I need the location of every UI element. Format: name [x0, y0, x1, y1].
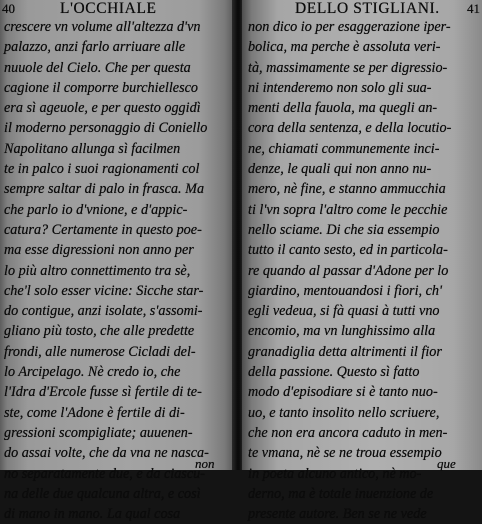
- text-line: nuuole del Cielo. Che per questa: [4, 59, 191, 76]
- text-line: catura? Certamente in questo poe-: [4, 221, 202, 238]
- text-line: granadiglia detta altrimenti il fior: [248, 343, 442, 360]
- text-line: no separatamente due, e da ciascu-: [4, 465, 205, 482]
- text-line: denze, le quali qui non anno nu-: [248, 161, 432, 178]
- text-line: derno, ma è totale inuenzione de: [248, 485, 434, 502]
- text-line: ma esse digressioni non anno per: [4, 242, 194, 259]
- text-line: il moderno personaggio di Coniello: [4, 120, 208, 137]
- text-line: ni intenderemo non solo gli sua-: [248, 79, 432, 96]
- text-line: che'l solo esser vicine: Sicche star-: [4, 282, 204, 299]
- text-line: l'Idra d'Ercole fusse sì fertile di te-: [4, 384, 202, 401]
- text-line: te in palco i suoi ragionamenti col: [4, 161, 200, 178]
- text-line: sempre saltar di palo in frasca. Ma: [4, 181, 205, 198]
- text-line: Napolitano allunga sì facilmen: [4, 140, 181, 157]
- text-line: presente autore. Ben se ne vede: [248, 506, 427, 523]
- left-body-text: [4, 17, 230, 524]
- text-line: era sì ageuole, e per questo oggidì: [4, 100, 201, 117]
- text-line: te vmana, nè se ne troua essempio: [248, 445, 442, 462]
- text-line: nello sciame. Di che sia essempio: [248, 221, 440, 238]
- text-line: modo d'episodiare si è tanto nuo-: [248, 384, 438, 401]
- text-line: tà, massimamente se per digressio-: [248, 59, 448, 76]
- right-catchword: que: [437, 456, 456, 471]
- left-catchword: non: [195, 456, 215, 471]
- right-page: [242, 0, 482, 523]
- text-line: menti della fauola, ma quegli an-: [248, 100, 438, 117]
- text-line: uo, e tanto insolito nello scriuere,: [248, 404, 440, 421]
- text-line: in poeta alcuno antico, nè mo-: [248, 465, 422, 482]
- text-line: lo più altro connettimento tra sè,: [4, 262, 191, 279]
- left-page-number: 40: [2, 1, 15, 16]
- text-line: lo Arcipelago. Nè credo io, che: [4, 364, 181, 381]
- text-line: di mano in mano. La qual cosa: [4, 506, 181, 523]
- text-line: cagione il comporre burchiellesco: [4, 79, 198, 96]
- text-line: bolica, ma perche è assoluta veri-: [248, 39, 441, 56]
- text-line: ste, come l'Adone è fertile di di-: [4, 404, 185, 421]
- text-line: frondi, alle numerose Cicladi del-: [4, 343, 196, 360]
- text-line: gressioni scompigliate; auuenen-: [4, 424, 193, 441]
- text-line: che non era ancora caduto in men-: [248, 424, 448, 441]
- right-running-title: DELLO STIGLIANI.: [295, 0, 440, 17]
- text-line: giardino, mentouandosi i fiori, ch': [248, 282, 443, 299]
- text-line: ti l'vn sopra l'altro come le pecchie: [248, 201, 448, 218]
- text-line: do assai volte, che da vna ne nasca-: [4, 445, 209, 462]
- text-line: tutto il canto sesto, ed in particola-: [248, 242, 448, 259]
- text-line: palazzo, anzi farlo arriuare alle: [4, 39, 186, 56]
- left-running-title: L'OCCHIALE: [60, 0, 157, 17]
- text-line: non dico io per esaggerazione iper-: [248, 19, 451, 35]
- text-line: crescere vn volume all'altezza d'vn: [4, 19, 201, 35]
- text-line: ne, chiamati communemente inci-: [248, 140, 440, 157]
- left-page: [0, 0, 234, 523]
- text-line: gliano più tosto, che alle predette: [4, 323, 195, 340]
- text-line: na delle due qualcuna altra, e così: [4, 485, 201, 502]
- text-line: della passione. Questo sì fatto: [248, 364, 420, 381]
- text-line: cora della sentenza, e della locutio-: [248, 120, 452, 137]
- text-line: encomio, ma vn lunghissimo alla: [248, 323, 436, 340]
- text-line: do contigue, anzi isolate, s'assomi-: [4, 303, 203, 320]
- right-page-number: 41: [467, 1, 480, 16]
- text-line: mero, nè fine, e stanno ammucchia: [248, 181, 446, 198]
- right-body-text: [248, 17, 478, 524]
- text-line: re quando al passar d'Adone per lo: [248, 262, 449, 279]
- text-line: egli vedeua, si fà quasi à tutti vno: [248, 303, 440, 320]
- text-line: che parlo io d'vnione, e d'appic-: [4, 201, 188, 218]
